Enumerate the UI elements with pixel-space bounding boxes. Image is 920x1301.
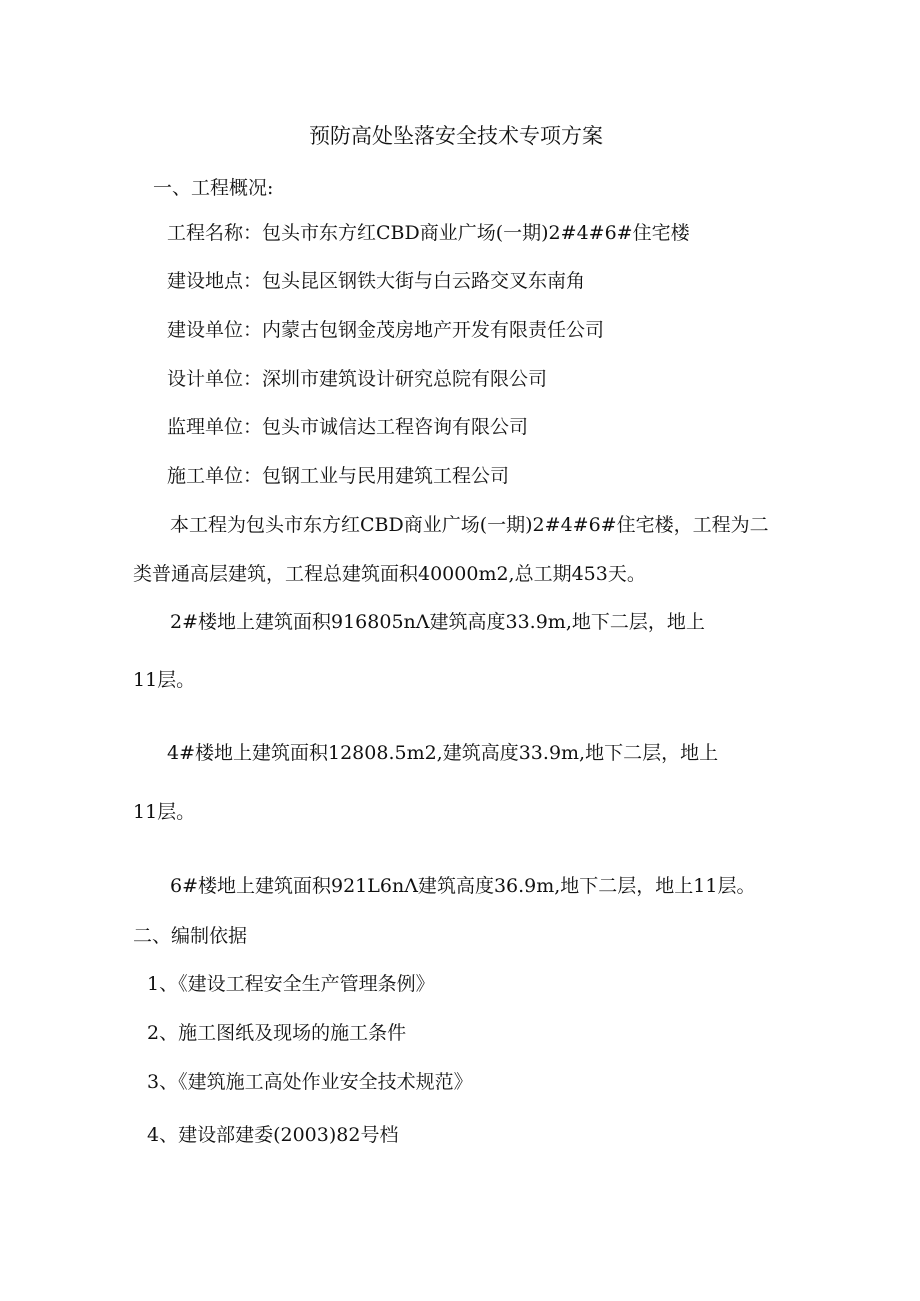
section-heading-basis: 二、编制依据 [133,925,248,947]
basis-item: 3、《建筑施工高处作业安全技术规范》 [147,1071,473,1093]
project-name-line: 工程名称：包头市东方红CBD商业广场(一期)2#4#6#住宅楼 [167,222,690,244]
basis-item: 2、施工图纸及现场的施工条件 [147,1022,407,1044]
document-title: 预防高处坠落安全技术专项方案 [309,124,603,148]
location-line: 建设地点：包头昆区钢铁大街与白云路交叉东南角 [167,270,586,292]
building-2-line-2: 11层。 [133,669,196,691]
basis-item: 4、建设部建委(2003)82号档 [147,1124,399,1146]
building-6-line: 6#楼地上建筑面积921L6nΛ建筑高度36.9m,地下二层，地上11层。 [170,875,756,897]
designer-line: 设计单位：深圳市建筑设计研究总院有限公司 [167,368,548,390]
basis-item: 1、《建设工程安全生产管理条例》 [147,973,435,995]
section-heading-overview: 一、工程概况: [153,177,274,199]
building-4-line-1: 4#楼地上建筑面积12808.5m2,建筑高度33.9m,地下二层，地上 [167,742,719,764]
building-2-line-1: 2#楼地上建筑面积916805nΛ建筑高度33.9m,地下二层，地上 [170,611,705,633]
supervisor-line: 监理单位：包头市诚信达工程咨询有限公司 [167,416,529,438]
summary-paragraph-line-1: 本工程为包头市东方红CBD商业广场(一期)2#4#6#住宅楼，工程为二 [170,514,769,536]
building-4-line-2: 11层。 [133,801,196,823]
contractor-line: 施工单位：包钢工业与民用建筑工程公司 [167,465,510,487]
summary-paragraph-line-2: 类普通高层建筑，工程总建筑面积40000m2,总工期453天。 [133,563,646,585]
developer-line: 建设单位：内蒙古包钢金茂房地产开发有限责任公司 [167,319,605,341]
